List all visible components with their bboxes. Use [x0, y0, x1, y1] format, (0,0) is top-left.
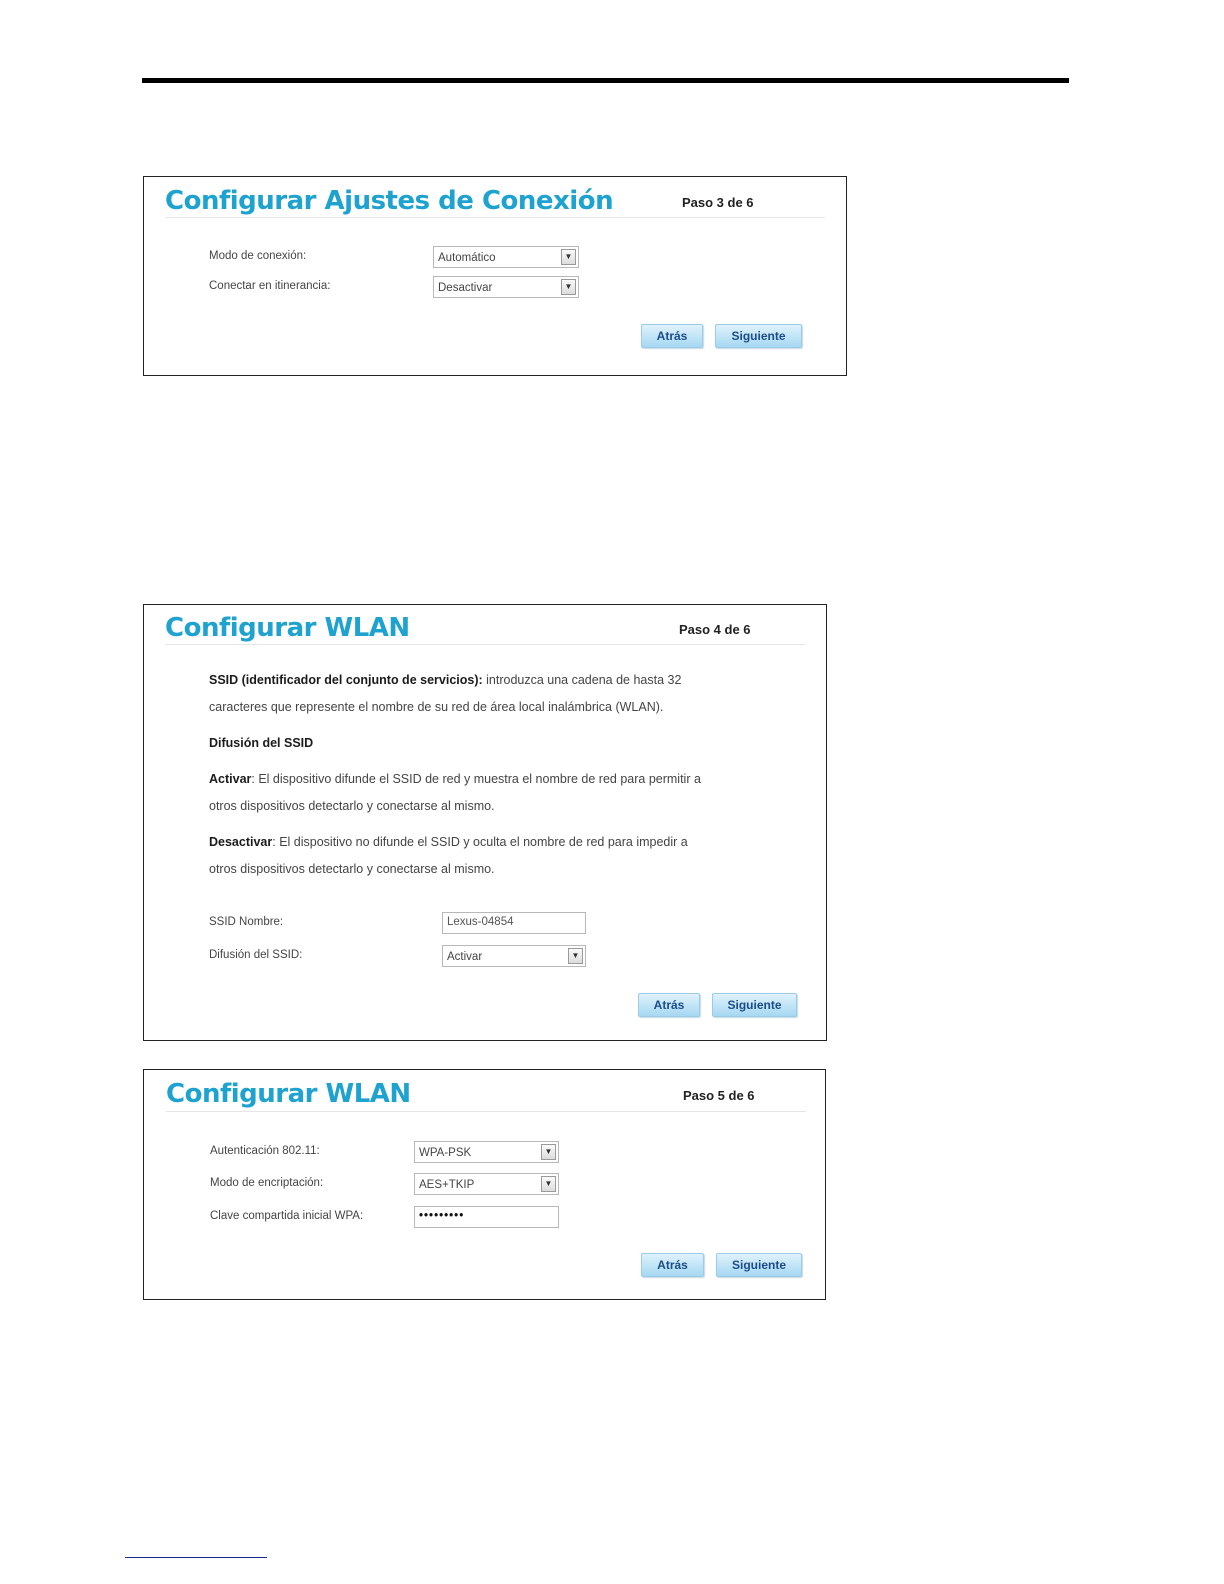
footnote-rule	[125, 1557, 267, 1558]
wpa-key-input[interactable]: •••••••••	[414, 1206, 559, 1228]
connection-mode-select[interactable]	[433, 246, 579, 268]
broadcast-label: Difusión del SSID:	[209, 949, 303, 961]
panel-title: Configurar WLAN	[165, 613, 410, 643]
roaming-value: Desactivar	[438, 282, 493, 294]
next-button[interactable]: Siguiente	[712, 993, 797, 1017]
enable-desc-line1: : El dispositivo difunde el SSID de red y muestra el nombre de red para permitir a	[251, 772, 701, 786]
back-button[interactable]: Atrás	[638, 993, 700, 1017]
roaming-label: Conectar en itinerancia:	[209, 280, 331, 292]
next-button[interactable]: Siguiente	[715, 324, 802, 348]
disable-description	[209, 829, 809, 883]
connection-mode-value: Automático	[438, 252, 496, 264]
auth-value: WPA-PSK	[419, 1147, 472, 1159]
disable-term: Desactivar	[209, 835, 273, 849]
broadcast-heading: Difusión del SSID	[209, 736, 314, 750]
disable-desc-line1: : El dispositivo no difunde el SSID y oculta el nombre de red para impedir a	[272, 835, 688, 849]
step-indicator: Paso 3 de 6	[682, 195, 754, 210]
wlan-ssid-panel	[143, 604, 827, 1041]
enable-desc-line2: otros dispositivos detectarlo y conectarse al mismo.	[209, 799, 495, 813]
enable-description	[209, 766, 809, 820]
chevron-down-icon[interactable]: ▼	[541, 1176, 556, 1192]
enable-term: Activar	[209, 772, 252, 786]
back-button[interactable]: Atrás	[641, 324, 703, 348]
wpa-key-label: Clave compartida inicial WPA:	[210, 1210, 364, 1222]
step-indicator: Paso 4 de 6	[679, 622, 751, 637]
connection-mode-label: Modo de conexión:	[209, 250, 307, 262]
title-divider	[166, 1111, 806, 1112]
encryption-value: AES+TKIP	[419, 1179, 475, 1191]
disable-desc-line2: otros dispositivos detectarlo y conectarse al mismo.	[209, 862, 495, 876]
step-indicator: Paso 5 de 6	[683, 1088, 755, 1103]
roaming-select[interactable]	[433, 276, 579, 298]
title-divider	[165, 644, 805, 645]
broadcast-select[interactable]	[442, 945, 586, 967]
title-divider	[165, 217, 825, 218]
back-button[interactable]: Atrás	[641, 1253, 704, 1277]
panel-title: Configurar WLAN	[166, 1079, 411, 1109]
broadcast-value: Activar	[447, 951, 483, 963]
ssid-desc-line1: introduzca una cadena de hasta 32	[482, 673, 682, 687]
chevron-down-icon[interactable]: ▼	[561, 279, 576, 295]
next-button[interactable]: Siguiente	[716, 1253, 802, 1277]
chevron-down-icon[interactable]: ▼	[568, 948, 583, 964]
auth-label: Autenticación 802.11:	[210, 1145, 320, 1157]
encryption-select[interactable]	[414, 1173, 559, 1195]
ssid-term: SSID (identificador del conjunto de servicios):	[209, 673, 483, 687]
ssid-name-label: SSID Nombre:	[209, 916, 284, 928]
panel-title: Configurar Ajustes de Conexión	[165, 186, 614, 216]
chevron-down-icon[interactable]: ▼	[541, 1144, 556, 1160]
auth-select[interactable]	[414, 1141, 559, 1163]
ssid-name-input[interactable]: Lexus-04854	[442, 912, 586, 934]
encryption-label: Modo de encriptación:	[210, 1177, 324, 1189]
ssid-desc-line2: caracteres que represente el nombre de su red de área local inalámbrica (WLAN).	[209, 700, 664, 714]
wlan-security-panel	[143, 1069, 826, 1300]
chevron-down-icon[interactable]: ▼	[561, 249, 576, 265]
ssid-description	[209, 667, 799, 721]
page-top-rule	[142, 78, 1069, 83]
connection-settings-panel	[143, 176, 847, 376]
